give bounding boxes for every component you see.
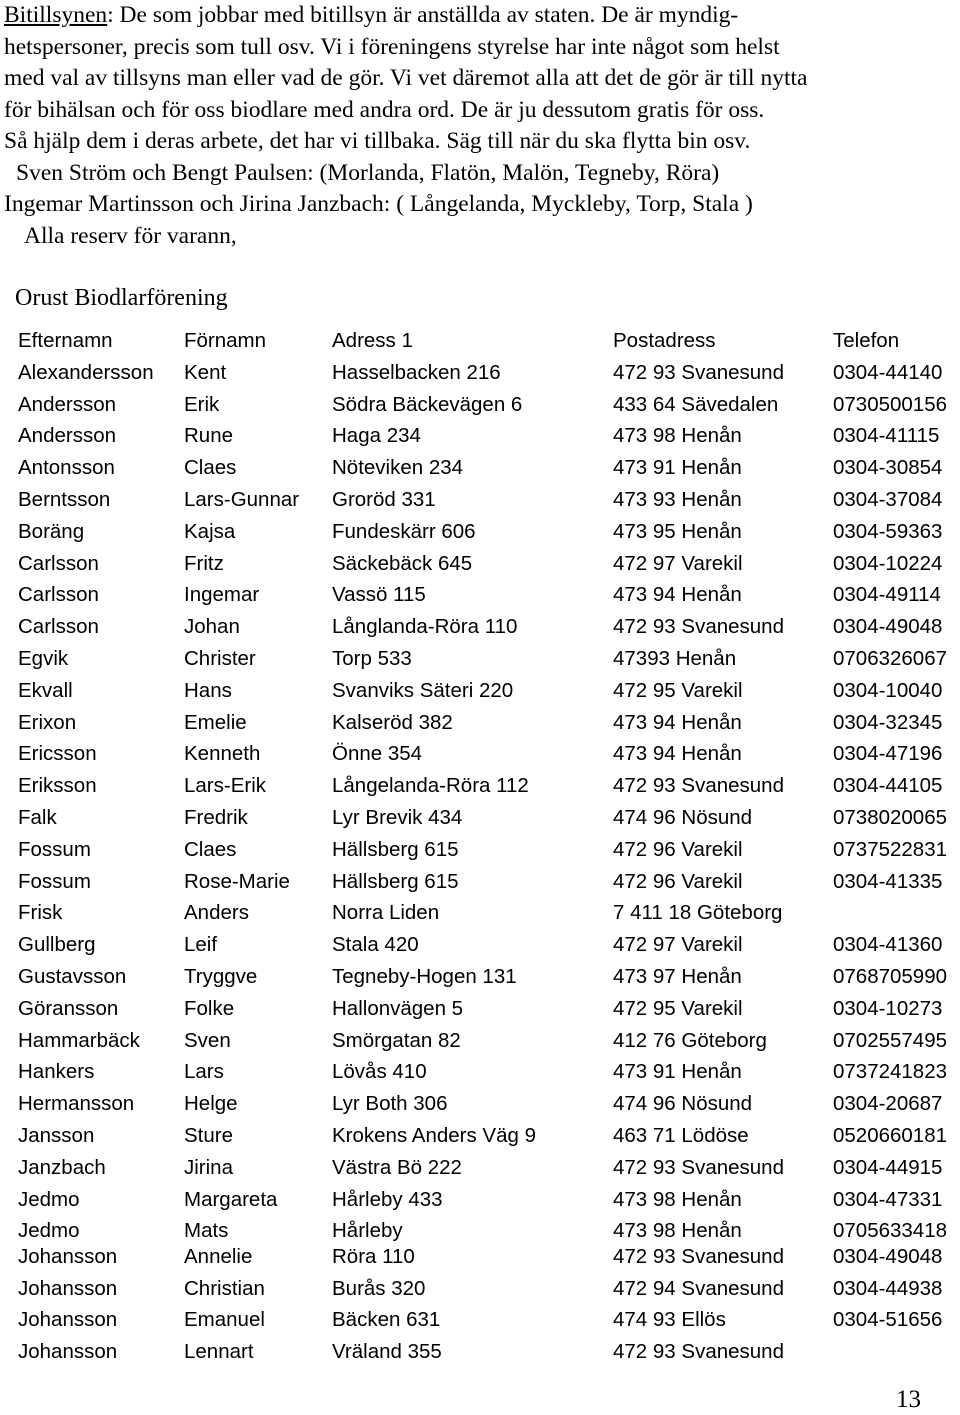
adress-cell: Säckebäck 645 (332, 551, 473, 575)
organization-title: Orust Biodlarförening (15, 285, 228, 311)
efternamn-cell: Göransson (18, 996, 119, 1020)
intro-lead: Bitillsynen (4, 2, 108, 28)
header-fornamn: Förnamn (184, 329, 267, 352)
intro-line-4: för bihälsan och för oss biodlare med andra ord. De är ju dessutom gratis för oss. (4, 96, 765, 123)
telefon-cell: 0702557495 (833, 1028, 948, 1052)
telefon-cell: 0737241823 (833, 1060, 948, 1084)
adress-cell: Lövås 410 (332, 1060, 427, 1084)
telefon-cell: 0304-20687 (833, 1092, 943, 1116)
efternamn-cell: Fossum (18, 869, 91, 893)
adress-cell: Hasselbacken 216 (332, 360, 501, 384)
efternamn-cell: Eriksson (18, 774, 97, 798)
telefon-cell: 0738020065 (833, 805, 948, 829)
postadress-cell: 472 93 Svanesund (613, 360, 784, 384)
efternamn-cell: Jansson (18, 1123, 95, 1147)
adress-cell: Röra 110 (332, 1244, 415, 1268)
postadress-cell: 472 95 Varekil (613, 996, 743, 1020)
adress-cell: Hårleby (332, 1219, 403, 1243)
telefon-cell: 0730500156 (833, 392, 948, 416)
postadress-cell: 472 95 Varekil (613, 678, 743, 702)
fornamn-cell: Leif (184, 933, 218, 957)
adress-cell: Groröd 331 (332, 487, 436, 511)
efternamn-cell: Gustavsson (18, 964, 127, 988)
adress-cell: Södra Bäckevägen 6 (332, 392, 523, 416)
efternamn-cell: Hermansson (18, 1092, 135, 1116)
postadress-cell: 472 93 Svanesund (613, 1340, 784, 1364)
postadress-cell: 473 98 Henån (613, 1187, 742, 1211)
adress-cell: Lyr Both 306 (332, 1092, 448, 1116)
fornamn-cell: Annelie (184, 1244, 253, 1268)
postadress-cell: 473 98 Henån (613, 424, 742, 448)
efternamn-cell: Ericsson (18, 742, 97, 766)
fornamn-cell: Tryggve (184, 964, 258, 988)
fornamn-cell: Folke (184, 996, 235, 1020)
efternamn-cell: Gullberg (18, 933, 96, 957)
fornamn-cell: Johan (184, 615, 240, 639)
fornamn-cell: Lars-Erik (184, 774, 267, 798)
telefon-cell: 0705633418 (833, 1219, 948, 1243)
adress-cell: Stala 420 (332, 933, 419, 957)
adress-cell: Vräland 355 (332, 1340, 442, 1364)
telefon-cell: 0304-30854 (833, 456, 943, 480)
fornamn-cell: Ingemar (184, 583, 260, 607)
adress-cell: Haga 234 (332, 424, 421, 448)
efternamn-cell: Egvik (18, 646, 69, 670)
fornamn-cell: Christian (184, 1276, 265, 1300)
fornamn-cell: Margareta (184, 1187, 278, 1211)
postadress-cell: 473 91 Henån (613, 456, 742, 480)
postadress-cell: 472 93 Svanesund (613, 615, 784, 639)
fornamn-cell: Fredrik (184, 805, 248, 829)
adress-cell: Långlanda-Röra 110 (332, 615, 518, 639)
postadress-cell: 472 96 Varekil (613, 869, 743, 893)
efternamn-cell: Fossum (18, 837, 91, 861)
telefon-cell: 0304-10224 (833, 551, 943, 575)
adress-cell: Hällsberg 615 (332, 869, 459, 893)
adress-cell: Bäcken 631 (332, 1308, 441, 1332)
fornamn-cell: Claes (184, 837, 237, 861)
postadress-cell: 472 97 Varekil (613, 933, 743, 957)
fornamn-cell: Rose-Marie (184, 869, 290, 893)
postadress-cell: 472 93 Svanesund (613, 1244, 784, 1268)
efternamn-cell: Antonsson (18, 456, 115, 480)
postadress-cell: 473 94 Henån (613, 710, 742, 734)
adress-cell: Hällsberg 615 (332, 837, 459, 861)
header-efternamn: Efternamn (18, 329, 113, 352)
efternamn-cell: Johansson (18, 1276, 118, 1300)
postadress-cell: 473 98 Henån (613, 1219, 742, 1243)
telefon-cell: 0304-44915 (833, 1155, 943, 1179)
fornamn-cell: Lennart (184, 1340, 254, 1364)
intro-line-6: Sven Ström och Bengt Paulsen: (Morlanda, Flatön, Malön, Tegneby, Röra) (16, 159, 720, 186)
telefon-cell: 0304-41335 (833, 869, 943, 893)
telefon-cell: 0304-44140 (833, 360, 943, 384)
postadress-cell: 474 96 Nösund (613, 805, 753, 829)
fornamn-cell: Erik (184, 392, 220, 416)
telefon-cell: 0304-51656 (833, 1308, 943, 1332)
fornamn-cell: Lars-Gunnar (184, 487, 300, 511)
fornamn-cell: Anders (184, 901, 249, 925)
efternamn-cell: Erixon (18, 710, 77, 734)
postadress-cell: 472 94 Svanesund (613, 1276, 784, 1300)
telefon-cell: 0706326067 (833, 646, 948, 670)
efternamn-cell: Ekvall (18, 678, 73, 702)
efternamn-cell: Andersson (18, 424, 117, 448)
adress-cell: Önne 354 (332, 742, 423, 766)
efternamn-cell: Boräng (18, 519, 85, 543)
fornamn-cell: Claes (184, 456, 237, 480)
intro-text (4, 0, 954, 252)
adress-cell: Lyr Brevik 434 (332, 805, 463, 829)
postadress-cell: 463 71 Lödöse (613, 1123, 749, 1147)
intro-line-5: Så hjälp dem i deras arbete, det har vi tillbaka. Säg till när du ska flytta bin osv. (4, 128, 751, 154)
efternamn-cell: Jedmo (18, 1219, 80, 1243)
fornamn-cell: Kajsa (184, 519, 236, 543)
efternamn-cell: Carlsson (18, 615, 99, 639)
postadress-cell: 473 95 Henån (613, 519, 742, 543)
fornamn-cell: Sture (184, 1123, 233, 1147)
efternamn-cell: Carlsson (18, 583, 99, 607)
efternamn-cell: Alexandersson (18, 360, 154, 384)
adress-cell: Nöteviken 234 (332, 456, 464, 480)
efternamn-cell: Hammarbäck (18, 1028, 140, 1052)
adress-cell: Vassö 115 (332, 583, 426, 607)
postadress-cell: 47393 Henån (613, 646, 737, 670)
telefon-cell: 0304-10273 (833, 996, 943, 1020)
adress-cell: Västra Bö 222 (332, 1155, 462, 1179)
adress-cell: Hallonvägen 5 (332, 996, 464, 1020)
telefon-cell: 0304-47331 (833, 1187, 943, 1211)
postadress-cell: 472 93 Svanesund (613, 1155, 784, 1179)
efternamn-cell: Janzbach (18, 1155, 106, 1179)
adress-cell: Norra Liden (332, 901, 440, 925)
efternamn-cell: Berntsson (18, 487, 111, 511)
header-postadress: Postadress (613, 329, 716, 352)
efternamn-cell: Johansson (18, 1308, 118, 1332)
telefon-cell: 0737522831 (833, 837, 948, 861)
efternamn-cell: Johansson (18, 1340, 118, 1364)
adress-cell: Hårleby 433 (332, 1187, 443, 1211)
postadress-cell: 473 91 Henån (613, 1060, 742, 1084)
postadress-cell: 473 94 Henån (613, 742, 742, 766)
telefon-cell: 0304-44105 (833, 774, 943, 798)
telefon-cell: 0304-49048 (833, 615, 943, 639)
efternamn-cell: Carlsson (18, 551, 99, 575)
postadress-cell: 472 97 Varekil (613, 551, 743, 575)
telefon-cell: 0304-49048 (833, 1244, 943, 1268)
intro-line-1 (4, 0, 954, 32)
postadress-cell: 473 94 Henån (613, 583, 742, 607)
telefon-cell: 0304-44938 (833, 1276, 943, 1300)
adress-cell: Smörgatan 82 (332, 1028, 461, 1052)
telefon-cell: 0304-41115 (833, 424, 940, 448)
postadress-cell: 473 93 Henån (613, 487, 742, 511)
fornamn-cell: Christer (184, 646, 256, 670)
postadress-cell: 472 96 Varekil (613, 837, 743, 861)
postadress-cell: 7 411 18 Göteborg (613, 901, 783, 925)
fornamn-cell: Lars (184, 1060, 224, 1084)
adress-cell: Krokens Anders Väg 9 (332, 1123, 536, 1147)
efternamn-cell: Johansson (18, 1244, 118, 1268)
fornamn-cell: Mats (184, 1219, 229, 1243)
postadress-cell: 473 97 Henån (613, 964, 742, 988)
postadress-cell: 412 76 Göteborg (613, 1028, 767, 1052)
efternamn-cell: Hankers (18, 1060, 95, 1084)
intro-line-7: Ingemar Martinsson och Jirina Janzbach: ( Långelanda, Myckleby, Torp, Stala ) (4, 191, 753, 217)
intro-line-3: med val av tillsyns man eller vad de gör. Vi vet däremot alla att det de gör är till nytta (4, 65, 808, 91)
adress-cell: Tegneby-Hogen 131 (332, 964, 517, 988)
telefon-cell: 0304-32345 (833, 710, 943, 734)
adress-cell: Fundeskärr 606 (332, 519, 476, 543)
fornamn-cell: Sven (184, 1028, 231, 1052)
efternamn-cell: Andersson (18, 392, 117, 416)
fornamn-cell: Emanuel (184, 1308, 265, 1332)
telefon-cell: 0304-59363 (833, 519, 943, 543)
fornamn-cell: Kent (184, 360, 227, 384)
header-telefon: Telefon (833, 329, 900, 352)
fornamn-cell: Fritz (184, 551, 224, 575)
telefon-cell: 0304-47196 (833, 742, 943, 766)
page-number: 13 (896, 1386, 921, 1413)
efternamn-cell: Frisk (18, 901, 63, 925)
fornamn-cell: Rune (184, 424, 234, 448)
intro-line-8: Alla reserv för varann, (24, 222, 237, 249)
telefon-cell: 0304-49114 (833, 583, 941, 607)
fornamn-cell: Jirina (184, 1155, 233, 1179)
fornamn-cell: Kenneth (184, 742, 261, 766)
postadress-cell: 472 93 Svanesund (613, 774, 784, 798)
telefon-cell: 0520660181 (833, 1123, 948, 1147)
fornamn-cell: Emelie (184, 710, 247, 734)
header-adress: Adress 1 (332, 329, 413, 352)
telefon-cell: 0304-37084 (833, 487, 943, 511)
intro-line-2: hetspersoner, precis som tull osv. Vi i föreningens styrelse har inte något som helst (4, 33, 780, 60)
adress-cell: Svanviks Säteri 220 (332, 678, 514, 702)
fornamn-cell: Helge (184, 1092, 238, 1116)
adress-cell: Kalseröd 382 (332, 710, 453, 734)
adress-cell: Långelanda-Röra 112 (332, 774, 529, 798)
telefon-cell: 0304-41360 (833, 933, 943, 957)
efternamn-cell: Jedmo (18, 1187, 80, 1211)
adress-cell: Burås 320 (332, 1276, 426, 1300)
telefon-cell: 0304-10040 (833, 678, 943, 702)
fornamn-cell: Hans (184, 678, 232, 702)
postadress-cell: 474 96 Nösund (613, 1092, 753, 1116)
postadress-cell: 433 64 Sävedalen (613, 392, 779, 416)
adress-cell: Torp 533 (332, 646, 412, 670)
telefon-cell: 0768705990 (833, 964, 948, 988)
efternamn-cell: Falk (18, 805, 57, 829)
postadress-cell: 474 93 Ellös (613, 1308, 726, 1332)
intro-line-1-rest: : De som jobbar med bitillsyn är anställda av staten. De är myndig- (107, 2, 739, 28)
